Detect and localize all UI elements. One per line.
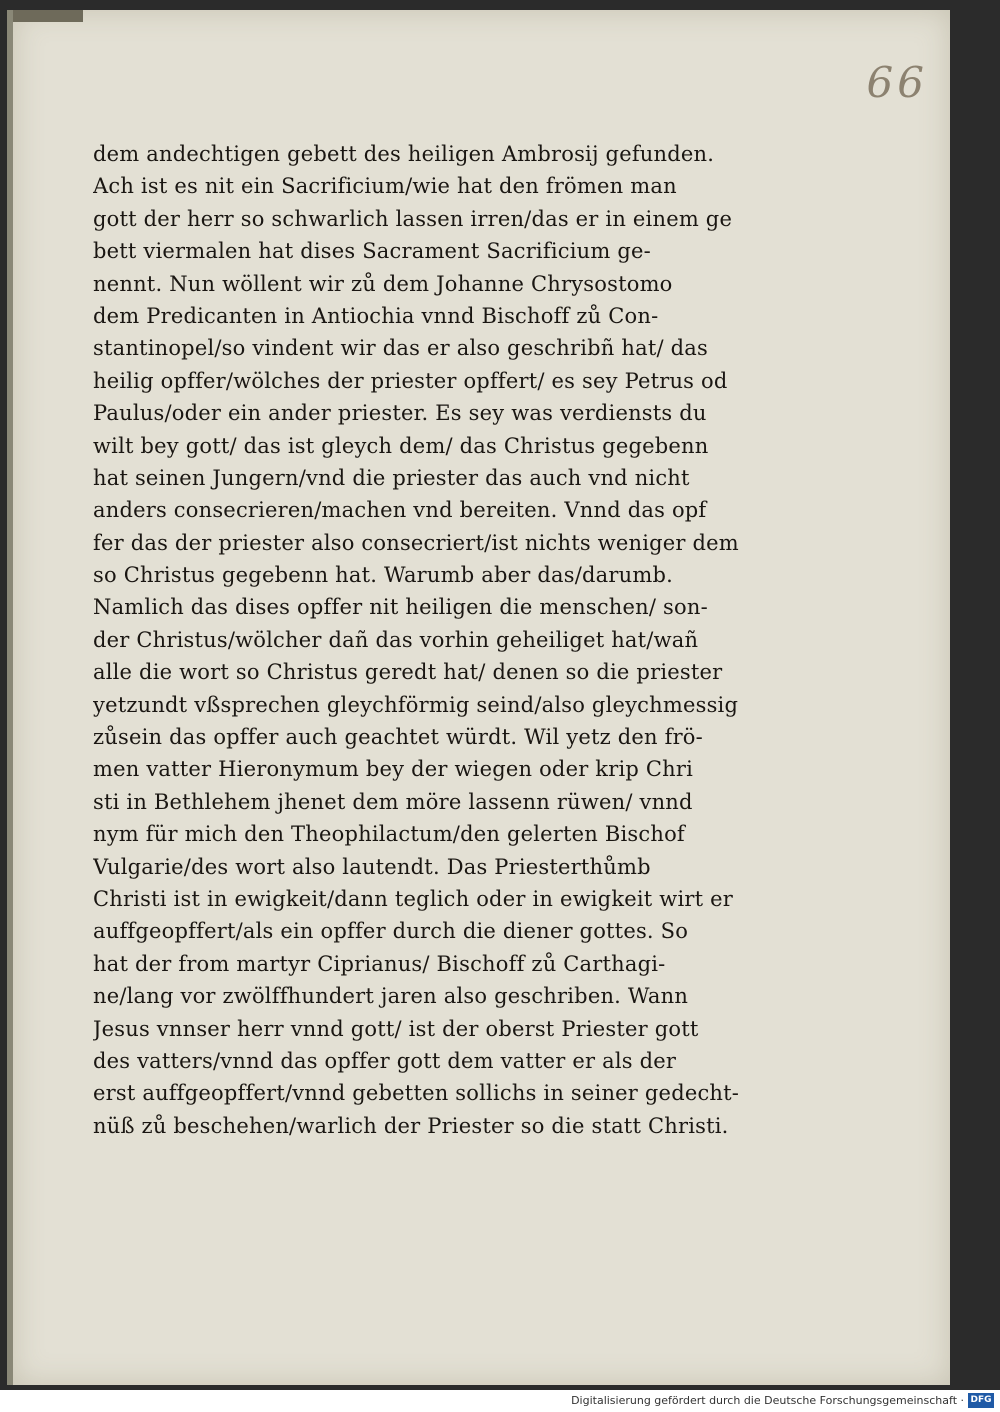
text-line: yetzundt vßsprechen gleychförmig seind/also gleychmessig — [93, 692, 739, 717]
text-line: Paulus/oder ein ander priester. Es sey was verdiensts du — [93, 401, 707, 426]
text-line: alle die wort so Christus geredt hat/ denen so die priester — [93, 660, 723, 685]
text-line: erst auffgeopffert/vnnd gebetten sollichs in seiner gedecht- — [93, 1081, 740, 1106]
dfg-logo-icon[interactable]: DFG — [968, 1393, 994, 1408]
text-line: nennt. Nun wöllent wir zů dem Johanne Chrysostomo — [93, 271, 673, 296]
page-edge — [13, 10, 83, 22]
text-line: auffgeopffert/als ein opffer durch die diener gottes. So — [93, 919, 689, 944]
text-line: hat seinen Jungern/vnd die priester das auch vnd nicht — [93, 465, 690, 490]
text-line: hat der from martyr Ciprianus/ Bischoff zů Carthagi- — [93, 951, 666, 976]
text-line: Christi ist in ewigkeit/dann teglich oder in ewigkeit wirt er — [93, 886, 734, 911]
text-line: bett viermalen hat dises Sacrament Sacrificium ge- — [93, 239, 651, 264]
text-line: stantinopel/so vindent wir das er also geschribñ hat/ das — [93, 336, 708, 361]
scanned-page — [7, 10, 950, 1385]
text-line: men vatter Hieronymum bey der wiegen oder krip Chri — [93, 757, 694, 782]
text-line: Namlich das dises opffer nit heiligen die menschen/ son- — [93, 595, 708, 620]
text-line: nym für mich den Theophilactum/den gelerten Bischof — [93, 822, 685, 847]
text-line: dem andechtigen gebett des heiligen Ambrosij gefunden. — [93, 142, 715, 166]
text-line: des vatters/vnnd das opffer gott dem vatter er als der — [93, 1048, 677, 1073]
text-line: nüß zů beschehen/warlich der Priester so die statt Christi. — [93, 1113, 729, 1138]
text-line: Jesus vnnser herr vnnd gott/ ist der oberst Priester gott — [93, 1016, 699, 1041]
text-line: Ach ist es nit ein Sacrificium/wie hat den frömen man — [93, 174, 677, 199]
text-line: zůsein das opffer auch geachtet würdt. Wil yetz den frö- — [93, 725, 703, 750]
text-line: wilt bey gott/ das ist gleych dem/ das Christus gegebenn — [93, 433, 709, 458]
text-line: Vulgarie/des wort also lautendt. Das Priesterthůmb — [93, 854, 651, 879]
text-line: dem Predicanten in Antiochia vnnd Bischoff zů Con- — [93, 303, 659, 328]
text-line: anders consecrieren/machen vnd bereiten. Vnnd das opf — [93, 498, 707, 523]
text-line: fer das der priester also consecriert/ist nichts weniger dem — [93, 530, 739, 555]
text-line: ne/lang vor zwölffhundert jaren also geschriben. Wann — [93, 984, 689, 1009]
text-line: so Christus gegebenn hat. Warumb aber das/darumb. — [93, 563, 673, 588]
folio-number: 66 — [866, 58, 928, 107]
text-line: heilig opffer/wölches der priester opffert/ es sey Petrus od — [93, 368, 728, 393]
text-block — [93, 138, 753, 1142]
text-line: sti in Bethlehem jhenet dem möre lassenn rüwen/ vnnd — [93, 789, 693, 814]
text-line: der Christus/wölcher dañ das vorhin geheiliget hat/wañ — [93, 627, 699, 652]
text-line: gott der herr so schwarlich lassen irren/das er in einem ge — [93, 206, 733, 231]
footer-bar — [0, 1390, 1000, 1412]
funding-credit: Digitalisierung gefördert durch die Deutsche Forschungsgemeinschaft · — [571, 1394, 964, 1407]
